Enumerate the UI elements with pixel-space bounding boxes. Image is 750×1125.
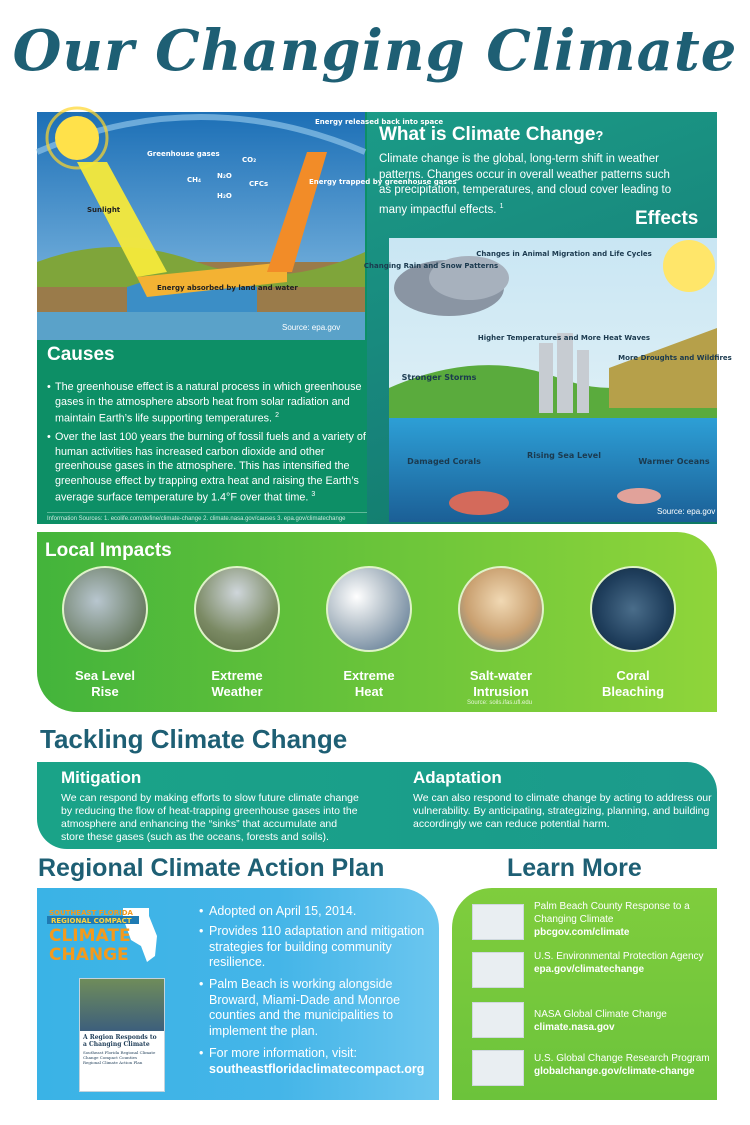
extreme-heat-photo: [326, 566, 412, 652]
svg-text:SOUTHEAST FLORIDA: SOUTHEAST FLORIDA: [49, 909, 133, 917]
greenhouse-source: Source: epa.gov: [282, 323, 341, 332]
sunlight-label: Sunlight: [87, 206, 121, 214]
action-plan-book: A Region Responds to a Changing Climate Southeast Florida Regional Climate Change Compact Counties Regional Climate Action Plan: [79, 978, 165, 1092]
regional-more-info: • For more information, visit: southeastfloridaclimatecompact.org: [199, 1046, 433, 1077]
tackling-section: [37, 762, 717, 849]
local-impacts-section: [37, 532, 717, 712]
damaged-corals-label: Damaged Corals: [407, 457, 481, 466]
adaptation-title: Adaptation: [413, 768, 502, 787]
information-sources: Information Sources: 1. ecolife.com/define/climate-change 2. climate.nasa.gov/causes 3. epa.gov/climatechange: [47, 512, 367, 522]
globalchange-thumbnail: [472, 1050, 524, 1086]
compact-link[interactable]: southeastfloridaclimatecompact.org: [209, 1061, 425, 1076]
ch4-label: CH₄: [187, 176, 202, 184]
book-cover-photo: [80, 979, 164, 1031]
learn-item-epa[interactable]: U.S. Environmental Protection Agency epa.gov/climatechange: [534, 951, 704, 975]
effects-source: Source: epa.gov: [657, 507, 716, 516]
n2o-label: N₂O: [217, 172, 232, 180]
impact-label-saltwater: Salt-water Intrusion: [469, 668, 533, 699]
learn-item-globalchange[interactable]: U.S. Global Change Research Program globalchange.gov/climate-change: [534, 1053, 710, 1077]
co2-label: CO₂: [242, 156, 257, 164]
absorbed-label: Energy absorbed by land and water: [157, 284, 298, 292]
trapped-label: Energy trapped by greenhouse gases: [309, 178, 457, 186]
regional-bullet: • Palm Beach is working alongside Broward, Miami-Dade and Monroe counties and the municipalities to implement the plan.: [199, 977, 433, 1039]
adaptation-body: We can also respond to climate change by acting to address our vulnerability. By anticipating, strategizing, planning, and building accordingly we can reduce potential harm.: [413, 792, 712, 830]
what-is-title: What is Climate Change?: [379, 124, 604, 145]
compact-logo: [45, 906, 165, 970]
effects-illustration: [363, 238, 732, 522]
page-title: Our Changing Climate: [12, 18, 738, 84]
warmer-oceans-label: Warmer Oceans: [638, 457, 710, 466]
impacts-source: Source: soils.ifas.ufl.edu: [467, 700, 533, 706]
rain-snow-label: Changing Rain and Snow Patterns: [363, 262, 499, 270]
saltwater-intrusion-photo: [458, 566, 544, 652]
svg-text:REGIONAL COMPACT: REGIONAL COMPACT: [51, 917, 132, 925]
nasa-thumbnail: [472, 1002, 524, 1038]
svg-text:CHANGE: CHANGE: [49, 945, 129, 965]
local-impacts-title: Local Impacts: [45, 540, 172, 561]
learn-item-pbc[interactable]: Palm Beach County Response to a Changing Climate pbcgov.com/climate: [534, 901, 690, 938]
extreme-weather-photo: [194, 566, 280, 652]
mitigation-title: Mitigation: [61, 768, 142, 787]
impact-label-extreme-weather: Extreme Weather: [211, 668, 263, 699]
cfcs-label: CFCs: [249, 180, 269, 188]
cause-item: • The greenhouse effect is a natural process in which greenhouse gases in the atmosphere absorb heat from solar radiation and maintain Earth’s life supporting temperatures. $^2$: [47, 380, 367, 426]
svg-text:CLIMATE: CLIMATE: [49, 926, 131, 946]
epa-thumbnail: [472, 952, 524, 988]
regional-title: Regional Climate Action Plan: [38, 854, 385, 882]
animal-migration-label: Changes in Animal Migration and Life Cycles: [476, 250, 652, 258]
pbc-thumbnail: [472, 904, 524, 940]
higher-temps-label: Higher Temperatures and More Heat Waves: [477, 334, 651, 342]
impact-label-extreme-heat: Extreme Heat: [343, 668, 395, 699]
regional-bullet: • Provides 110 adaptation and mitigation strategies for building community resilience.: [199, 924, 433, 971]
learn-item-nasa[interactable]: NASA Global Climate Change climate.nasa.gov: [534, 1009, 667, 1033]
cause-item: • Over the last 100 years the burning of fossil fuels and a variety of human activities has increased carbon dioxide and other greenhouse gases in the atmosphere. This has intensified the greenhouse effect by trapping extra heat and raising the Earth’s average surface temperature by 1.4°F over that time. $^3$: [47, 430, 367, 505]
mitigation-body: We can respond by making efforts to slow future climate change by reducing the flow of heat-trapping greenhouse gases into the atmosphere and enhancing the “sinks” that accumulate and store these gases (such as the oceans, forests and soils).: [61, 792, 359, 843]
learn-more-title: Learn More: [507, 854, 642, 882]
coral-bleaching-photo: [590, 566, 676, 652]
tackling-title: Tackling Climate Change: [40, 724, 348, 754]
regional-section: [37, 888, 439, 1100]
regional-bullet: • Adopted on April 15, 2014.: [199, 904, 433, 920]
stronger-storms-label: Stronger Storms: [401, 373, 477, 382]
impact-label-sea-level: Sea Level Rise: [75, 668, 135, 699]
sea-level-rise-photo: [62, 566, 148, 652]
greenhouse-gases-label: Greenhouse gases: [147, 150, 220, 158]
rising-sea-label: Rising Sea Level: [527, 451, 601, 460]
h2o-label: H₂O: [217, 192, 232, 200]
released-label: Energy released back into space: [315, 118, 444, 126]
causes-title: Causes: [47, 344, 115, 365]
droughts-label: More Droughts and Wildfires: [618, 354, 732, 362]
learn-more-section: [452, 888, 717, 1100]
what-is-body: Climate change is the global, long-term shift in weather patterns. Changes occur in overall weather patterns such as precipitation, temperatures, and cloud cover leading to many impactful effects. $^1$: [379, 153, 672, 216]
impact-label-coral: Coral Bleaching: [601, 668, 665, 699]
effects-title: Effects: [635, 208, 699, 229]
intro-section: [37, 112, 732, 524]
